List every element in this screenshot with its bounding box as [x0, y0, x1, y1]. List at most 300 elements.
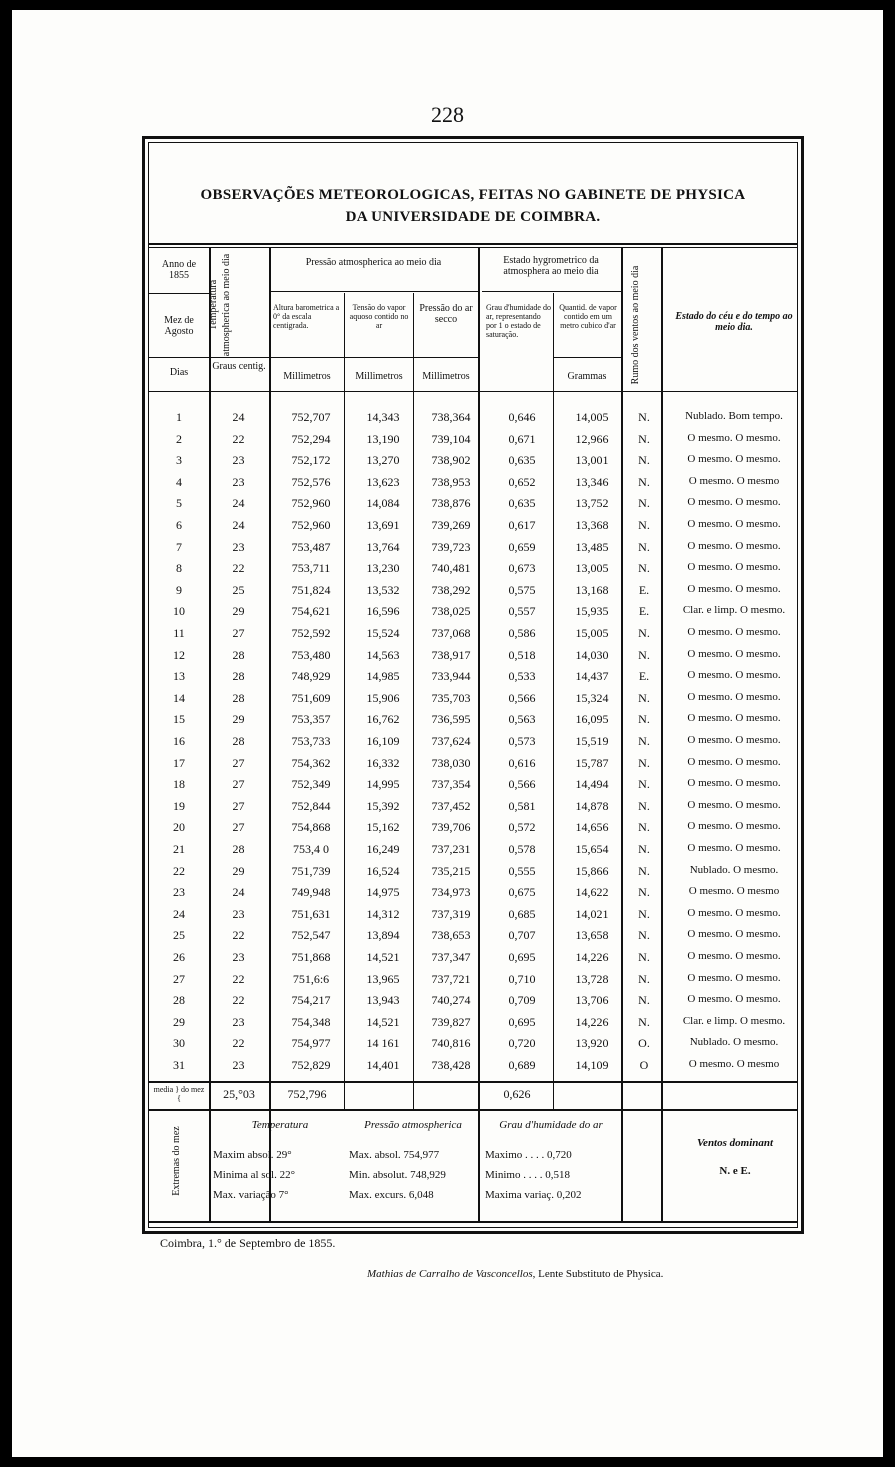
cell-quantidade-vapor: 13,005 [575, 561, 609, 576]
cell-day: 18 [173, 777, 185, 792]
cell-temperature: 22 [232, 971, 245, 986]
cell-grau-humidade: 0,586 [508, 626, 536, 640]
cell-day: 25 [173, 928, 185, 943]
cell-temperature: 23 [232, 1014, 245, 1029]
cell-tensao: 13,965 [366, 971, 400, 986]
cell-grau-humidade: 0,533 [508, 669, 536, 684]
title-line-2: DA UNIVERSIDADE DE COIMBRA. [345, 209, 601, 225]
cell-altura: 748,929 [291, 669, 331, 684]
cell-estado-ceu: Nublado. O mesmo. [689, 863, 779, 876]
cell-rumo-vento: N. [638, 561, 650, 576]
cell-temperature: 23 [232, 539, 245, 554]
cell-grau-humidade: 0,673 [508, 561, 536, 576]
cell-rumo-vento: E. [638, 582, 650, 597]
table-row [149, 817, 797, 838]
cell-day: 30 [173, 1036, 185, 1051]
cell-rumo-vento: N. [638, 712, 650, 727]
cell-quantidade-vapor: 12,966 [575, 431, 609, 446]
cell-estado-ceu: O mesmo. O mesmo [688, 474, 780, 487]
observations-table [149, 407, 797, 1087]
table-row [149, 1012, 797, 1033]
header-anno: Anno de 1855 [161, 259, 197, 281]
cell-temperature: 25 [232, 582, 245, 597]
extremas-hum-min: Minimo . . . . 0,518 [485, 1169, 570, 1181]
cell-estado-ceu: O mesmo. O mesmo. [687, 820, 781, 833]
header-graus: Graus centig. [212, 361, 266, 372]
cell-day: 11 [173, 626, 185, 640]
cell-rumo-vento: N. [638, 734, 650, 748]
cell-day: 21 [173, 842, 185, 856]
cell-rumo-vento: N. [638, 539, 650, 554]
cell-altura: 752,844 [291, 798, 331, 813]
cell-pressao-seco: 740,816 [431, 1036, 471, 1051]
cell-day: 23 [173, 885, 185, 900]
cell-altura: 752,707 [291, 410, 331, 424]
cell-rumo-vento: N. [638, 820, 650, 835]
cell-grau-humidade: 0,635 [508, 496, 536, 511]
cell-grau-humidade: 0,675 [508, 885, 536, 900]
cell-altura: 751,739 [291, 863, 331, 878]
cell-day: 15 [173, 712, 185, 727]
table-frame [142, 136, 804, 1234]
cell-day: 27 [173, 971, 185, 986]
cell-altura: 752,960 [291, 518, 331, 532]
cell-pressao-seco: 737,231 [431, 842, 471, 856]
table-row [149, 429, 797, 450]
cell-day: 1 [176, 410, 182, 424]
header-mm-3: Millimetros [422, 371, 470, 382]
cell-grau-humidade: 0,695 [508, 950, 536, 964]
cell-quantidade-vapor: 15,935 [575, 604, 609, 619]
cell-rumo-vento: N. [638, 755, 650, 770]
cell-temperature: 28 [232, 690, 245, 705]
cell-day: 2 [176, 431, 182, 446]
cell-temperature: 22 [232, 928, 245, 943]
extremas-label: Extremas do mez [171, 1126, 182, 1196]
table-inner [148, 142, 798, 1228]
cell-day: 13 [173, 669, 185, 684]
cell-tensao: 13,230 [366, 561, 400, 576]
cell-altura: 751,609 [291, 690, 331, 705]
cell-grau-humidade: 0,617 [508, 518, 536, 532]
cell-pressao-seco: 737,347 [431, 950, 471, 964]
signature-name: Mathias de Carralho de Vasconcellos [367, 1268, 533, 1280]
header-estado-hygro: Estado hygrometrico da atmosphera ao meio dia [503, 255, 599, 277]
header-grau-hum: Grau d'humidade do ar, representando por 1 o estado de saturação. [486, 303, 551, 339]
cell-temperature: 22 [232, 1036, 245, 1051]
header-temperatura: Temperatura atmospherica ao meio dia [208, 253, 232, 357]
cell-quantidade-vapor: 14,494 [575, 777, 609, 792]
cell-day: 16 [173, 734, 185, 748]
title-line-1: OBSERVAÇÕES METEOROLOGICAS, FEITAS NO GABINETE DE PHYSICA [200, 187, 746, 203]
cell-estado-ceu: O mesmo. O mesmo. [687, 539, 781, 552]
header-tensao: Tensão do vapor aquoso contido no ar [349, 303, 409, 330]
cell-pressao-seco: 737,068 [431, 626, 471, 640]
cell-pressao-seco: 738,876 [431, 496, 471, 511]
cell-estado-ceu: Nublado. O mesmo. [689, 1036, 779, 1049]
cell-quantidade-vapor: 14,005 [575, 410, 609, 424]
cell-estado-ceu: O mesmo. O mesmo. [687, 431, 781, 444]
footer-signature [367, 1268, 663, 1280]
cell-temperature: 24 [232, 518, 245, 532]
cell-quantidade-vapor: 13,346 [575, 474, 609, 489]
cell-tensao: 13,623 [366, 474, 400, 489]
table-row [149, 861, 797, 882]
cell-estado-ceu: O mesmo. O mesmo. [687, 561, 781, 574]
cell-quantidade-vapor: 13,920 [575, 1036, 609, 1051]
cell-grau-humidade: 0,652 [508, 474, 536, 489]
cell-day: 5 [176, 496, 182, 511]
cell-tensao: 15,392 [366, 798, 400, 813]
signature-role: , Lente Substituto de Physica. [532, 1268, 664, 1280]
cell-grau-humidade: 0,575 [508, 582, 536, 597]
cell-pressao-seco: 736,595 [431, 712, 471, 727]
footer-date: Coimbra, 1.° de Septembro de 1855. [160, 1236, 336, 1250]
table-row [149, 904, 797, 925]
cell-day: 10 [173, 604, 185, 619]
cell-temperature: 23 [232, 1058, 245, 1072]
cell-temperature: 28 [232, 842, 245, 856]
cell-pressao-seco: 737,354 [431, 777, 471, 792]
cell-altura: 749,948 [291, 885, 331, 900]
cell-altura: 754,977 [291, 1036, 331, 1051]
cell-temperature: 27 [232, 798, 245, 813]
cell-temperature: 23 [232, 474, 245, 489]
cell-quantidade-vapor: 13,752 [575, 496, 609, 511]
cell-grau-humidade: 0,566 [508, 690, 536, 705]
cell-tensao: 13,691 [366, 518, 400, 532]
cell-tensao: 14,401 [366, 1058, 400, 1072]
cell-temperature: 27 [232, 820, 245, 835]
cell-altura: 752,592 [291, 626, 331, 640]
table-row [149, 709, 797, 730]
cell-day: 29 [173, 1014, 185, 1029]
extremas-pres-min: Min. absolut. 748,929 [349, 1169, 446, 1181]
media-div-c [553, 1081, 554, 1109]
cell-day: 12 [173, 647, 185, 662]
header-mez: Mez de Agosto [164, 315, 194, 337]
cell-estado-ceu: O mesmo. O mesmo. [687, 928, 781, 941]
table-row [149, 472, 797, 493]
cell-quantidade-vapor: 14,878 [575, 798, 609, 813]
cell-altura: 752,547 [291, 928, 331, 943]
cell-pressao-seco: 735,215 [431, 863, 471, 878]
cell-day: 19 [173, 798, 185, 813]
cell-quantidade-vapor: 14,021 [575, 906, 609, 921]
table-row [149, 623, 797, 644]
cell-day: 26 [173, 950, 185, 964]
cell-rumo-vento: N. [638, 647, 650, 662]
cell-quantidade-vapor: 14,226 [575, 950, 609, 964]
cell-quantidade-vapor: 13,001 [575, 453, 609, 468]
table-row [149, 515, 797, 536]
table-row [149, 1055, 797, 1076]
cell-estado-ceu: O mesmo. O mesmo. [687, 453, 781, 466]
cell-estado-ceu: Clar. e limp. O mesmo. [682, 604, 786, 617]
cell-altura: 753,487 [291, 539, 331, 554]
cell-quantidade-vapor: 14,656 [575, 820, 609, 835]
header-mm-2: Millimetros [355, 371, 403, 382]
cell-pressao-seco: 739,104 [431, 431, 471, 446]
cell-estado-ceu: O mesmo. O mesmo [688, 1058, 780, 1070]
cell-altura: 754,362 [291, 755, 331, 770]
cell-tensao: 16,762 [366, 712, 400, 727]
header-top-rule [149, 243, 797, 245]
cell-tensao: 13,190 [366, 431, 400, 446]
cell-grau-humidade: 0,709 [508, 993, 536, 1008]
cell-pressao-seco: 735,703 [431, 690, 471, 705]
cell-quantidade-vapor: 14,109 [575, 1058, 609, 1072]
cell-estado-ceu: O mesmo. O mesmo. [687, 734, 781, 746]
cell-grau-humidade: 0,572 [508, 820, 536, 835]
cell-temperature: 28 [232, 734, 245, 748]
cell-rumo-vento: O [639, 1058, 649, 1072]
cell-day: 3 [176, 453, 182, 468]
cell-quantidade-vapor: 15,519 [575, 734, 609, 748]
cell-estado-ceu: O mesmo. O mesmo. [687, 798, 781, 811]
cell-altura: 751,6:6 [292, 971, 330, 986]
table-row [149, 407, 797, 428]
cell-day: 20 [173, 820, 185, 835]
cell-pressao-seco: 740,274 [431, 993, 471, 1008]
cell-tensao: 13,943 [366, 993, 400, 1008]
cell-tensao: 14,521 [366, 1014, 400, 1029]
header-dias: Dias [169, 367, 189, 378]
cell-pressao-seco: 738,030 [431, 755, 471, 770]
cell-pressao-seco: 738,428 [431, 1058, 471, 1072]
cell-rumo-vento: O. [638, 1036, 650, 1051]
cell-grau-humidade: 0,573 [508, 734, 536, 748]
table-bottom-rule [149, 1221, 797, 1223]
cell-altura: 751,868 [291, 950, 331, 964]
cell-temperature: 29 [232, 604, 245, 619]
cell-quantidade-vapor: 13,485 [575, 539, 609, 554]
table-row [149, 1033, 797, 1054]
cell-temperature: 29 [232, 712, 245, 727]
header-altura: Altura barometrica a 0° da escala centigrada. [273, 303, 340, 330]
cell-day: 14 [173, 690, 185, 705]
cell-rumo-vento: E. [638, 604, 650, 619]
media-top-rule [149, 1081, 797, 1083]
page [12, 10, 883, 1457]
table-row [149, 558, 797, 579]
cell-pressao-seco: 738,653 [431, 928, 471, 943]
cell-altura: 752,349 [291, 777, 331, 792]
cell-temperature: 28 [232, 647, 245, 662]
cell-estado-ceu: O mesmo. O mesmo. [687, 777, 781, 790]
cell-pressao-seco: 739,723 [431, 539, 471, 554]
cell-estado-ceu: Nublado. Bom tempo. [685, 410, 783, 422]
table-row [149, 731, 797, 752]
media-alt: 752,796 [287, 1087, 327, 1101]
cell-temperature: 28 [232, 669, 245, 684]
cell-quantidade-vapor: 15,787 [575, 755, 609, 770]
header-grammas: Grammas [567, 371, 607, 382]
cell-temperature: 27 [232, 777, 245, 792]
cell-tensao: 14,975 [366, 885, 400, 900]
cell-temperature: 22 [232, 993, 245, 1008]
cell-day: 7 [176, 539, 182, 554]
cell-quantidade-vapor: 13,658 [575, 928, 609, 943]
cell-estado-ceu: O mesmo. O mesmo. [687, 971, 781, 984]
cell-quantidade-vapor: 14,226 [575, 1014, 609, 1029]
cell-pressao-seco: 739,269 [431, 518, 471, 532]
cell-grau-humidade: 0,578 [508, 842, 536, 856]
cell-rumo-vento: N. [638, 410, 650, 424]
table-row [149, 969, 797, 990]
cell-pressao-seco: 739,706 [431, 820, 471, 835]
cell-pressao-seco: 739,827 [431, 1014, 471, 1029]
cell-tensao: 13,270 [366, 453, 400, 468]
cell-pressao-seco: 738,364 [431, 410, 471, 424]
cell-tensao: 15,906 [366, 690, 400, 705]
cell-tensao: 14,343 [366, 410, 400, 424]
cell-tensao: 15,162 [366, 820, 400, 835]
body-top-rule [149, 391, 797, 392]
cell-pressao-seco: 738,292 [431, 582, 471, 597]
cell-quantidade-vapor: 13,168 [575, 582, 609, 597]
cell-rumo-vento: N. [638, 928, 650, 943]
table-row [149, 947, 797, 968]
h-grammas-rule [553, 357, 621, 358]
cell-estado-ceu: O mesmo. O mesmo. [687, 647, 781, 660]
cell-grau-humidade: 0,695 [508, 1014, 536, 1029]
col-divider-3 [478, 247, 480, 391]
cell-altura: 753,357 [291, 712, 331, 727]
cell-grau-humidade: 0,566 [508, 777, 536, 792]
cell-quantidade-vapor: 14,622 [575, 885, 609, 900]
cell-temperature: 29 [232, 863, 245, 878]
cell-estado-ceu: O mesmo. O mesmo. [687, 582, 781, 595]
cell-estado-ceu: O mesmo. O mesmo. [687, 669, 781, 682]
cell-grau-humidade: 0,671 [508, 431, 536, 446]
cell-pressao-seco: 737,721 [431, 971, 471, 986]
cell-estado-ceu: O mesmo. O mesmo. [687, 712, 781, 725]
h-hygro-rule [482, 291, 621, 292]
cell-tensao: 14 161 [366, 1036, 400, 1051]
cell-rumo-vento: N. [638, 496, 650, 511]
cell-rumo-vento: N. [638, 971, 650, 986]
cell-grau-humidade: 0,689 [508, 1058, 536, 1072]
media-label: media } do mez { [153, 1085, 205, 1103]
cell-altura: 753,4 0 [293, 842, 329, 856]
cell-rumo-vento: N. [638, 885, 650, 900]
cell-altura: 753,733 [291, 734, 331, 748]
cell-tensao: 16,109 [366, 734, 400, 748]
cell-temperature: 24 [232, 496, 245, 511]
cell-altura: 752,576 [291, 474, 331, 489]
table-row [149, 601, 797, 622]
table-row [149, 666, 797, 687]
cell-rumo-vento: N. [638, 474, 650, 489]
cell-tensao: 16,524 [366, 863, 400, 878]
table-row [149, 580, 797, 601]
col-divider-2 [269, 247, 271, 391]
cell-temperature: 24 [232, 410, 245, 424]
cell-pressao-seco: 737,624 [431, 734, 471, 748]
cell-grau-humidade: 0,707 [508, 928, 536, 943]
header-mm-1: Millimetros [283, 371, 331, 382]
cell-altura: 752,829 [291, 1058, 331, 1072]
cell-day: 28 [173, 993, 185, 1008]
cell-quantidade-vapor: 15,654 [575, 842, 609, 856]
table-row [149, 450, 797, 471]
cell-day: 9 [176, 582, 182, 597]
cell-tensao: 14,995 [366, 777, 400, 792]
cell-estado-ceu: O mesmo. O mesmo [688, 885, 780, 898]
cell-quantidade-vapor: 14,030 [575, 647, 609, 662]
cell-day: 22 [173, 863, 185, 878]
cell-rumo-vento: N. [638, 950, 650, 964]
cell-quantidade-vapor: 15,866 [575, 863, 609, 878]
extremas-temp-var: Max. variação 7° [213, 1189, 289, 1201]
header-top-rule-2 [149, 247, 797, 248]
cell-altura: 752,294 [291, 431, 331, 446]
cell-estado-ceu: O mesmo. O mesmo. [687, 690, 781, 703]
cell-day: 6 [176, 518, 182, 532]
cell-rumo-vento: E. [638, 669, 650, 684]
cell-tensao: 14,985 [366, 669, 400, 684]
extremas-vent-value: N. e E. [719, 1165, 751, 1177]
cell-day: 31 [173, 1058, 185, 1072]
extremas-temp-min: Minima al sol. 22° [213, 1169, 296, 1181]
table-row [149, 493, 797, 514]
cell-quantidade-vapor: 15,324 [575, 690, 609, 705]
cell-pressao-seco: 738,917 [431, 647, 471, 662]
cell-rumo-vento: N. [638, 518, 650, 532]
cell-pressao-seco: 734,973 [431, 885, 471, 900]
extremas-temp-title: Temperatura [251, 1119, 309, 1131]
cell-rumo-vento: N. [638, 798, 650, 813]
cell-rumo-vento: N. [638, 453, 650, 468]
cell-tensao: 13,764 [366, 539, 400, 554]
cell-pressao-seco: 738,025 [431, 604, 471, 619]
cell-grau-humidade: 0,563 [508, 712, 536, 727]
cell-estado-ceu: O mesmo. O mesmo. [687, 496, 781, 509]
extremas-temp-max: Maxim absol. 29° [213, 1149, 292, 1161]
cell-rumo-vento: N. [638, 626, 650, 640]
h-graus-rule [209, 357, 269, 358]
cell-grau-humidade: 0,616 [508, 755, 536, 770]
cell-grau-humidade: 0,581 [508, 798, 536, 813]
extremas-hum-var: Maxima variaç. 0,202 [485, 1189, 582, 1201]
cell-grau-humidade: 0,659 [508, 539, 536, 554]
h-anno-rule [149, 293, 209, 294]
cell-tensao: 13,894 [366, 928, 400, 943]
cell-estado-ceu: O mesmo. O mesmo. [687, 518, 781, 530]
cell-grau-humidade: 0,555 [508, 863, 536, 878]
cell-estado-ceu: O mesmo. O mesmo. [687, 993, 781, 1006]
cell-day: 17 [173, 755, 185, 770]
cell-rumo-vento: N. [638, 863, 650, 878]
table-row [149, 839, 797, 860]
cell-tensao: 14,084 [366, 496, 400, 511]
cell-altura: 752,960 [291, 496, 331, 511]
cell-estado-ceu: O mesmo. O mesmo. [687, 842, 781, 854]
cell-temperature: 22 [232, 561, 245, 576]
table-row [149, 774, 797, 795]
cell-grau-humidade: 0,685 [508, 906, 536, 921]
cell-tensao: 14,563 [366, 647, 400, 662]
cell-altura: 753,480 [291, 647, 331, 662]
cell-grau-humidade: 0,720 [508, 1036, 536, 1051]
cell-tensao: 14,521 [366, 950, 400, 964]
extremas-pres-max: Max. absol. 754,977 [349, 1149, 440, 1161]
header-pressao: Pressão atmospherica ao meio dia [305, 257, 442, 268]
cell-tensao: 16,332 [366, 755, 400, 770]
cell-temperature: 24 [232, 885, 245, 900]
header-quantid: Quantid. de vapor contido em um metro cubico d'ar [559, 303, 617, 330]
